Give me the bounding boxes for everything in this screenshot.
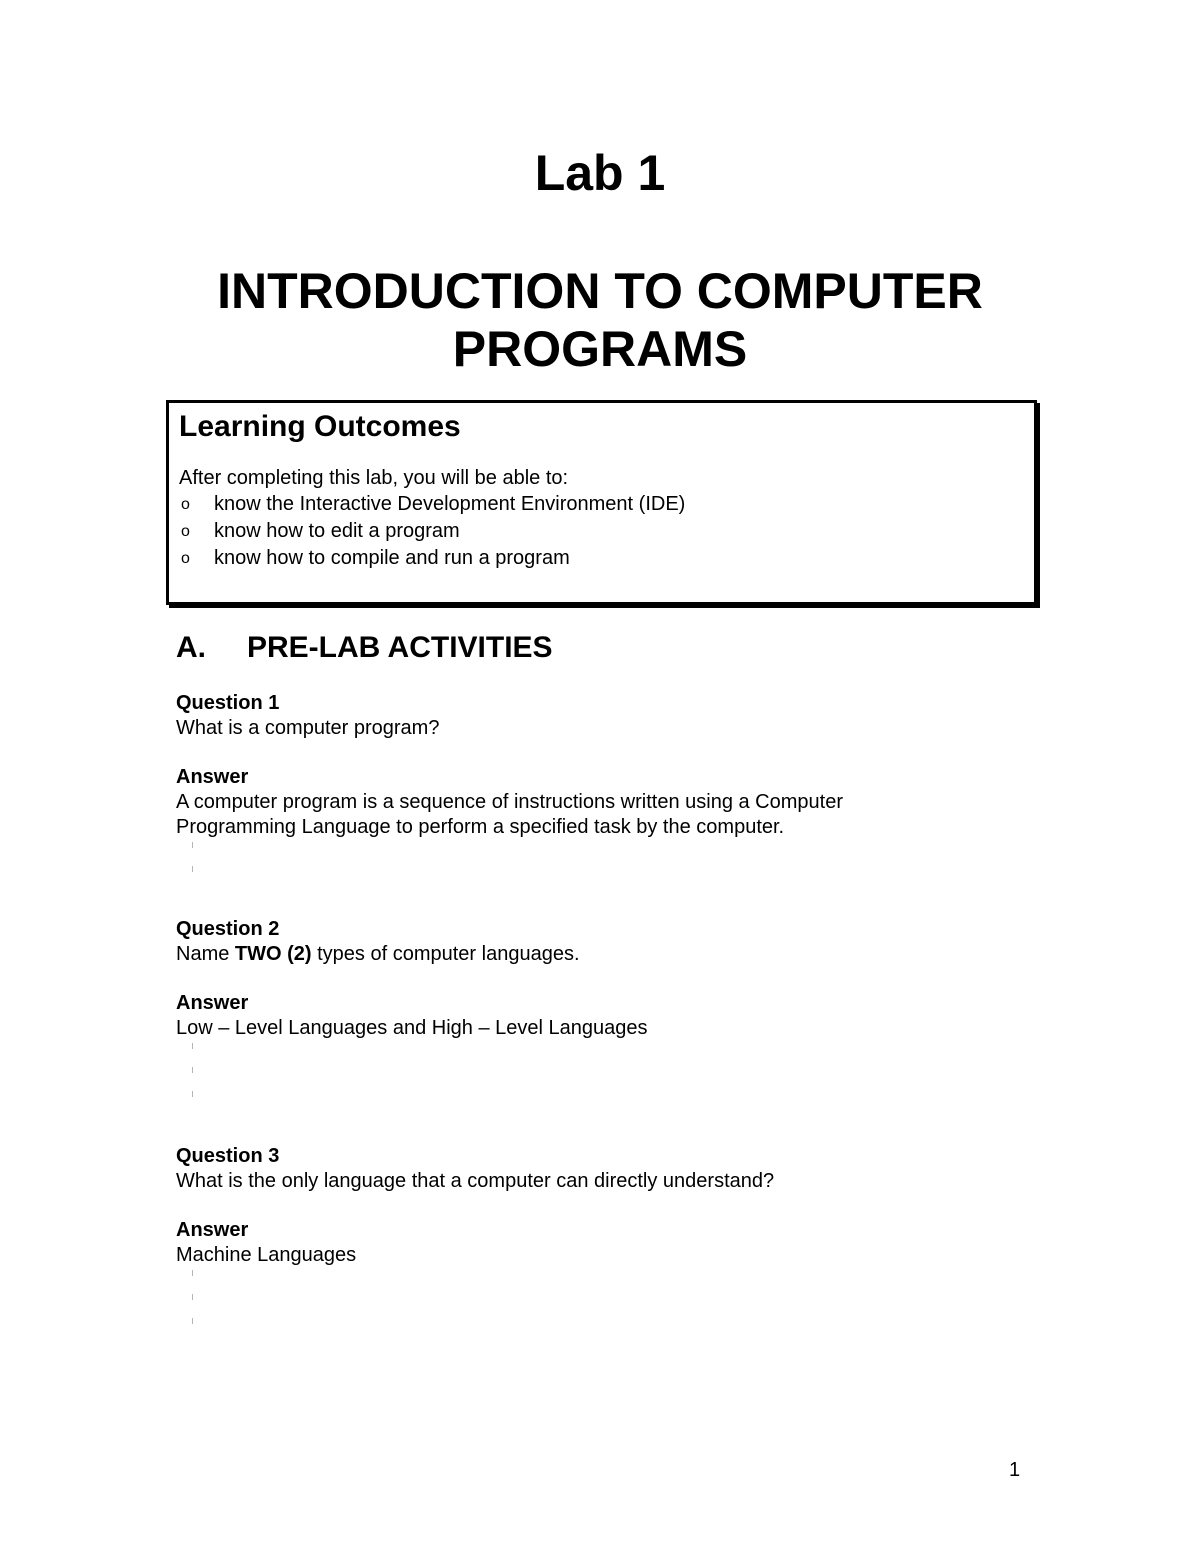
answer-line-mark [192,1294,193,1300]
answer-line-mark [192,1043,193,1049]
section-title: PRE-LAB ACTIVITIES [247,631,553,664]
question-emphasis: TWO (2) [234,943,312,965]
outcome-item [179,491,1024,518]
question-text: What is a computer program? [176,717,440,739]
question-text [176,942,1076,967]
question-text: What is the only language that a computer can directly understand? [176,1170,775,1192]
learning-outcomes-intro: After completing this lab, you will be able to: [179,467,569,489]
document-title-line-1: INTRODUCTION TO COMPUTER [217,263,983,319]
outcome-item [179,518,1024,545]
circle-bullet-icon: o [181,550,190,567]
document-title [0,262,1200,378]
question-text-part: types of computer languages. [311,943,580,965]
answer-line-mark [192,1318,193,1324]
answer-text: A computer program is a sequence of instructions written using a Computer [176,791,843,813]
question-block-3 [176,1144,1076,1324]
outcome-item [179,545,1024,572]
answer-line-mark [192,1091,193,1097]
question-block-2 [176,917,1076,1097]
answer-text: Low – Level Languages and High – Level Languages [176,1017,648,1039]
answer-text: Machine Languages [176,1244,357,1266]
answer-line-mark [192,842,193,848]
question-label: Question 3 [176,1145,280,1167]
learning-outcomes-heading: Learning Outcomes [179,410,461,443]
question-block-1 [176,691,1076,872]
answer-text: Programming Language to perform a specified task by the computer. [176,816,785,838]
answer-line-mark [192,1067,193,1073]
learning-outcomes-box [166,400,1037,605]
question-label: Question 1 [176,692,280,714]
page-number: 1 [1009,1459,1021,1481]
learning-outcomes-list [179,491,1024,572]
outcome-text: know how to edit a program [214,520,460,542]
question-label: Question 2 [176,918,280,940]
answer-label: Answer [176,1219,249,1241]
circle-bullet-icon: o [181,523,190,540]
answer-line-mark [192,1270,193,1276]
lab-title: Lab 1 [534,145,666,201]
outcome-text: know the Interactive Development Environment (IDE) [214,493,686,515]
answer-label: Answer [176,766,249,788]
outcome-text: know how to compile and run a program [214,547,570,569]
answer-label: Answer [176,992,249,1014]
section-letter: A. [176,631,206,664]
circle-bullet-icon: o [181,496,190,513]
section-heading [176,630,553,666]
answer-line-mark [192,866,193,872]
document-title-line-2: PROGRAMS [452,321,748,377]
question-text-part: Name [176,943,235,965]
